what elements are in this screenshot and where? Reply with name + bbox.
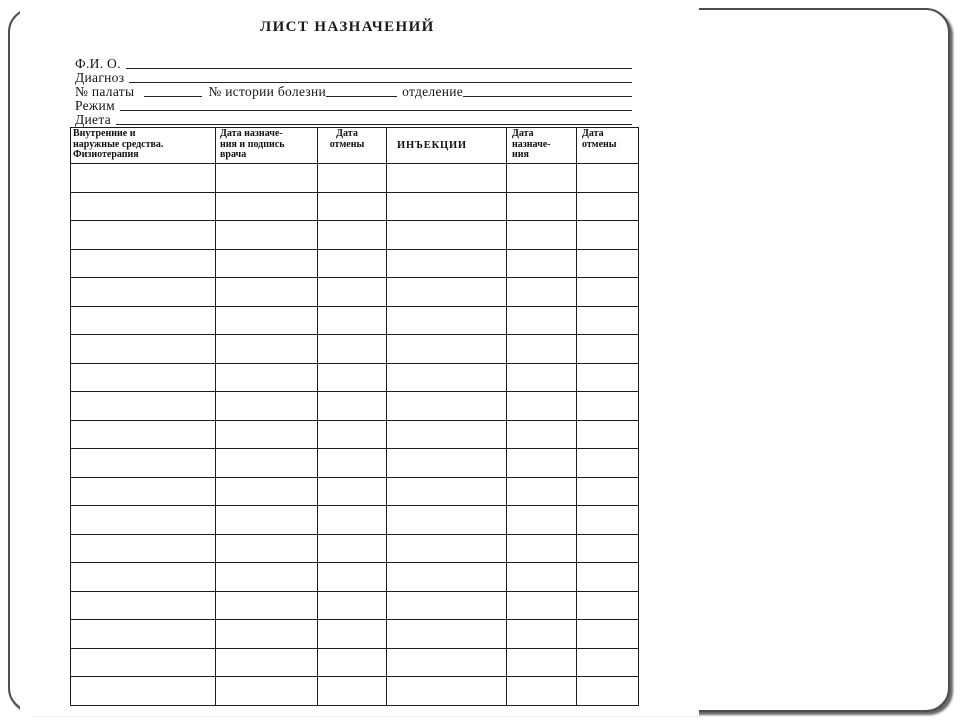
table-row [71, 648, 639, 677]
table-cell [216, 278, 318, 307]
header-text: Дата отмены [329, 128, 365, 150]
table-cell [216, 563, 318, 592]
table-row [71, 563, 639, 592]
header-text: Внутренние и наружные средства. Физиотерапия [73, 128, 164, 160]
table-cell [318, 249, 387, 278]
table-cell [577, 449, 639, 478]
table-cell [577, 563, 639, 592]
table-cell [577, 221, 639, 250]
table-cell [387, 620, 507, 649]
table-row [71, 677, 639, 706]
regime-label: Режим [75, 98, 115, 113]
ward-label: № палаты [75, 84, 135, 99]
table-cell [507, 392, 577, 421]
diet-label: Диета [75, 112, 111, 127]
table-row [71, 335, 639, 364]
table-row [71, 278, 639, 307]
table-cell [71, 249, 216, 278]
table-cell [387, 221, 507, 250]
ward-line [144, 96, 202, 97]
table-cell [507, 534, 577, 563]
table-cell [577, 648, 639, 677]
table-cell [71, 648, 216, 677]
table-cell [318, 449, 387, 478]
table-cell [71, 363, 216, 392]
table-cell [216, 677, 318, 706]
table-cell [318, 506, 387, 535]
fio-label: Ф.И. О. [75, 56, 121, 71]
table-cell [318, 192, 387, 221]
table-cell [216, 306, 318, 335]
header-cancel-date [318, 128, 387, 164]
table-cell [507, 420, 577, 449]
table-row [71, 249, 639, 278]
table-cell [387, 591, 507, 620]
header-text: Дата назначе- ния и подпись врача [220, 128, 285, 160]
table-cell [387, 563, 507, 592]
table-cell [318, 306, 387, 335]
table-cell [387, 363, 507, 392]
table-cell [216, 420, 318, 449]
table-row [71, 534, 639, 563]
table-cell [387, 534, 507, 563]
table-cell [216, 449, 318, 478]
form-title: ЛИСТ НАЗНАЧЕНИЙ [260, 19, 435, 35]
table-cell [216, 620, 318, 649]
table-cell [71, 563, 216, 592]
table-cell [318, 591, 387, 620]
table-row [71, 506, 639, 535]
fio-line [126, 68, 632, 69]
table-row [71, 477, 639, 506]
table-row [71, 221, 639, 250]
table-cell [71, 392, 216, 421]
table-cell [507, 335, 577, 364]
table-cell [387, 648, 507, 677]
table-cell [216, 506, 318, 535]
table-row [71, 192, 639, 221]
table-cell [507, 449, 577, 478]
table-cell [577, 249, 639, 278]
table-cell [71, 449, 216, 478]
table-cell [216, 164, 318, 193]
table-row [71, 306, 639, 335]
table-cell [216, 392, 318, 421]
table-cell [318, 392, 387, 421]
table-cell [577, 392, 639, 421]
table-cell [507, 677, 577, 706]
table-cell [318, 648, 387, 677]
table-cell [71, 306, 216, 335]
table-cell [507, 249, 577, 278]
table-cell [577, 335, 639, 364]
table-cell [507, 278, 577, 307]
table-cell [216, 363, 318, 392]
table-cell [318, 335, 387, 364]
table-cell [318, 363, 387, 392]
history-line [326, 96, 397, 97]
header-injection-assign-date [507, 128, 577, 164]
header-assign-date-signature [216, 128, 318, 164]
table-cell [577, 506, 639, 535]
table-cell [577, 192, 639, 221]
table-cell [387, 192, 507, 221]
table-cell [507, 591, 577, 620]
table-cell [387, 164, 507, 193]
table-cell [507, 164, 577, 193]
table-cell [577, 477, 639, 506]
table-cell [71, 221, 216, 250]
table-cell [387, 449, 507, 478]
table-cell [387, 335, 507, 364]
table-header-row [71, 128, 639, 164]
table-cell [216, 192, 318, 221]
table-cell [216, 221, 318, 250]
table-cell [71, 677, 216, 706]
diagnosis-line [129, 82, 632, 83]
table-cell [507, 363, 577, 392]
table-cell [71, 506, 216, 535]
table-cell [318, 164, 387, 193]
table-cell [507, 563, 577, 592]
table-row [71, 164, 639, 193]
table-cell [318, 620, 387, 649]
diagnosis-label: Диагноз [75, 70, 125, 85]
table-cell [318, 278, 387, 307]
fio-row [75, 57, 632, 71]
table-row [71, 591, 639, 620]
table-row [71, 363, 639, 392]
table-cell [71, 335, 216, 364]
table-cell [577, 164, 639, 193]
header-text: Дата отмены [582, 128, 617, 150]
table-cell [216, 335, 318, 364]
diagnosis-row [75, 71, 632, 85]
table-row [71, 392, 639, 421]
diet-line [116, 124, 632, 125]
table-cell [507, 620, 577, 649]
table-cell [71, 420, 216, 449]
table-cell [318, 420, 387, 449]
table-cell [577, 306, 639, 335]
table-row [71, 420, 639, 449]
department-label: отделение [402, 84, 464, 99]
prescription-table [70, 127, 639, 706]
table-cell [71, 620, 216, 649]
table-cell [387, 249, 507, 278]
table-cell [318, 477, 387, 506]
header-text: ИНЪЕКЦИИ [397, 139, 467, 151]
table-cell [318, 221, 387, 250]
table-cell [507, 648, 577, 677]
table-cell [387, 677, 507, 706]
table-cell [71, 591, 216, 620]
table-cell [577, 363, 639, 392]
table-cell [387, 420, 507, 449]
table-body [71, 164, 639, 706]
table-cell [577, 677, 639, 706]
ward-row [75, 85, 632, 99]
table-cell [216, 249, 318, 278]
table-cell [577, 620, 639, 649]
table-cell [507, 306, 577, 335]
header-injection-cancel-date [577, 128, 639, 164]
table-row [71, 449, 639, 478]
table-cell [71, 534, 216, 563]
table-cell [577, 534, 639, 563]
table-cell [577, 591, 639, 620]
table-cell [387, 477, 507, 506]
table-cell [216, 648, 318, 677]
regime-row [75, 99, 632, 113]
diet-row [75, 113, 632, 127]
table-cell [577, 278, 639, 307]
table-cell [71, 278, 216, 307]
table-cell [387, 278, 507, 307]
table-cell [216, 534, 318, 563]
table-cell [318, 534, 387, 563]
table-cell [387, 392, 507, 421]
header-text: Дата назначе- ния [512, 128, 551, 160]
table-cell [577, 420, 639, 449]
table-cell [216, 591, 318, 620]
table-cell [318, 563, 387, 592]
table-cell [507, 477, 577, 506]
regime-line [120, 110, 632, 111]
table-cell [71, 477, 216, 506]
header-injections [387, 128, 507, 164]
history-label: № истории болезни [208, 84, 327, 99]
table-cell [507, 192, 577, 221]
table-cell [216, 477, 318, 506]
patient-fields [75, 57, 632, 127]
department-line [463, 96, 632, 97]
table-cell [387, 306, 507, 335]
table-cell [387, 506, 507, 535]
scanned-prescription-sheet [20, 0, 699, 716]
table-cell [318, 677, 387, 706]
header-internal-external-means [71, 128, 216, 164]
table-cell [507, 221, 577, 250]
table-cell [507, 506, 577, 535]
table-row [71, 620, 639, 649]
table-cell [71, 164, 216, 193]
table-cell [71, 192, 216, 221]
